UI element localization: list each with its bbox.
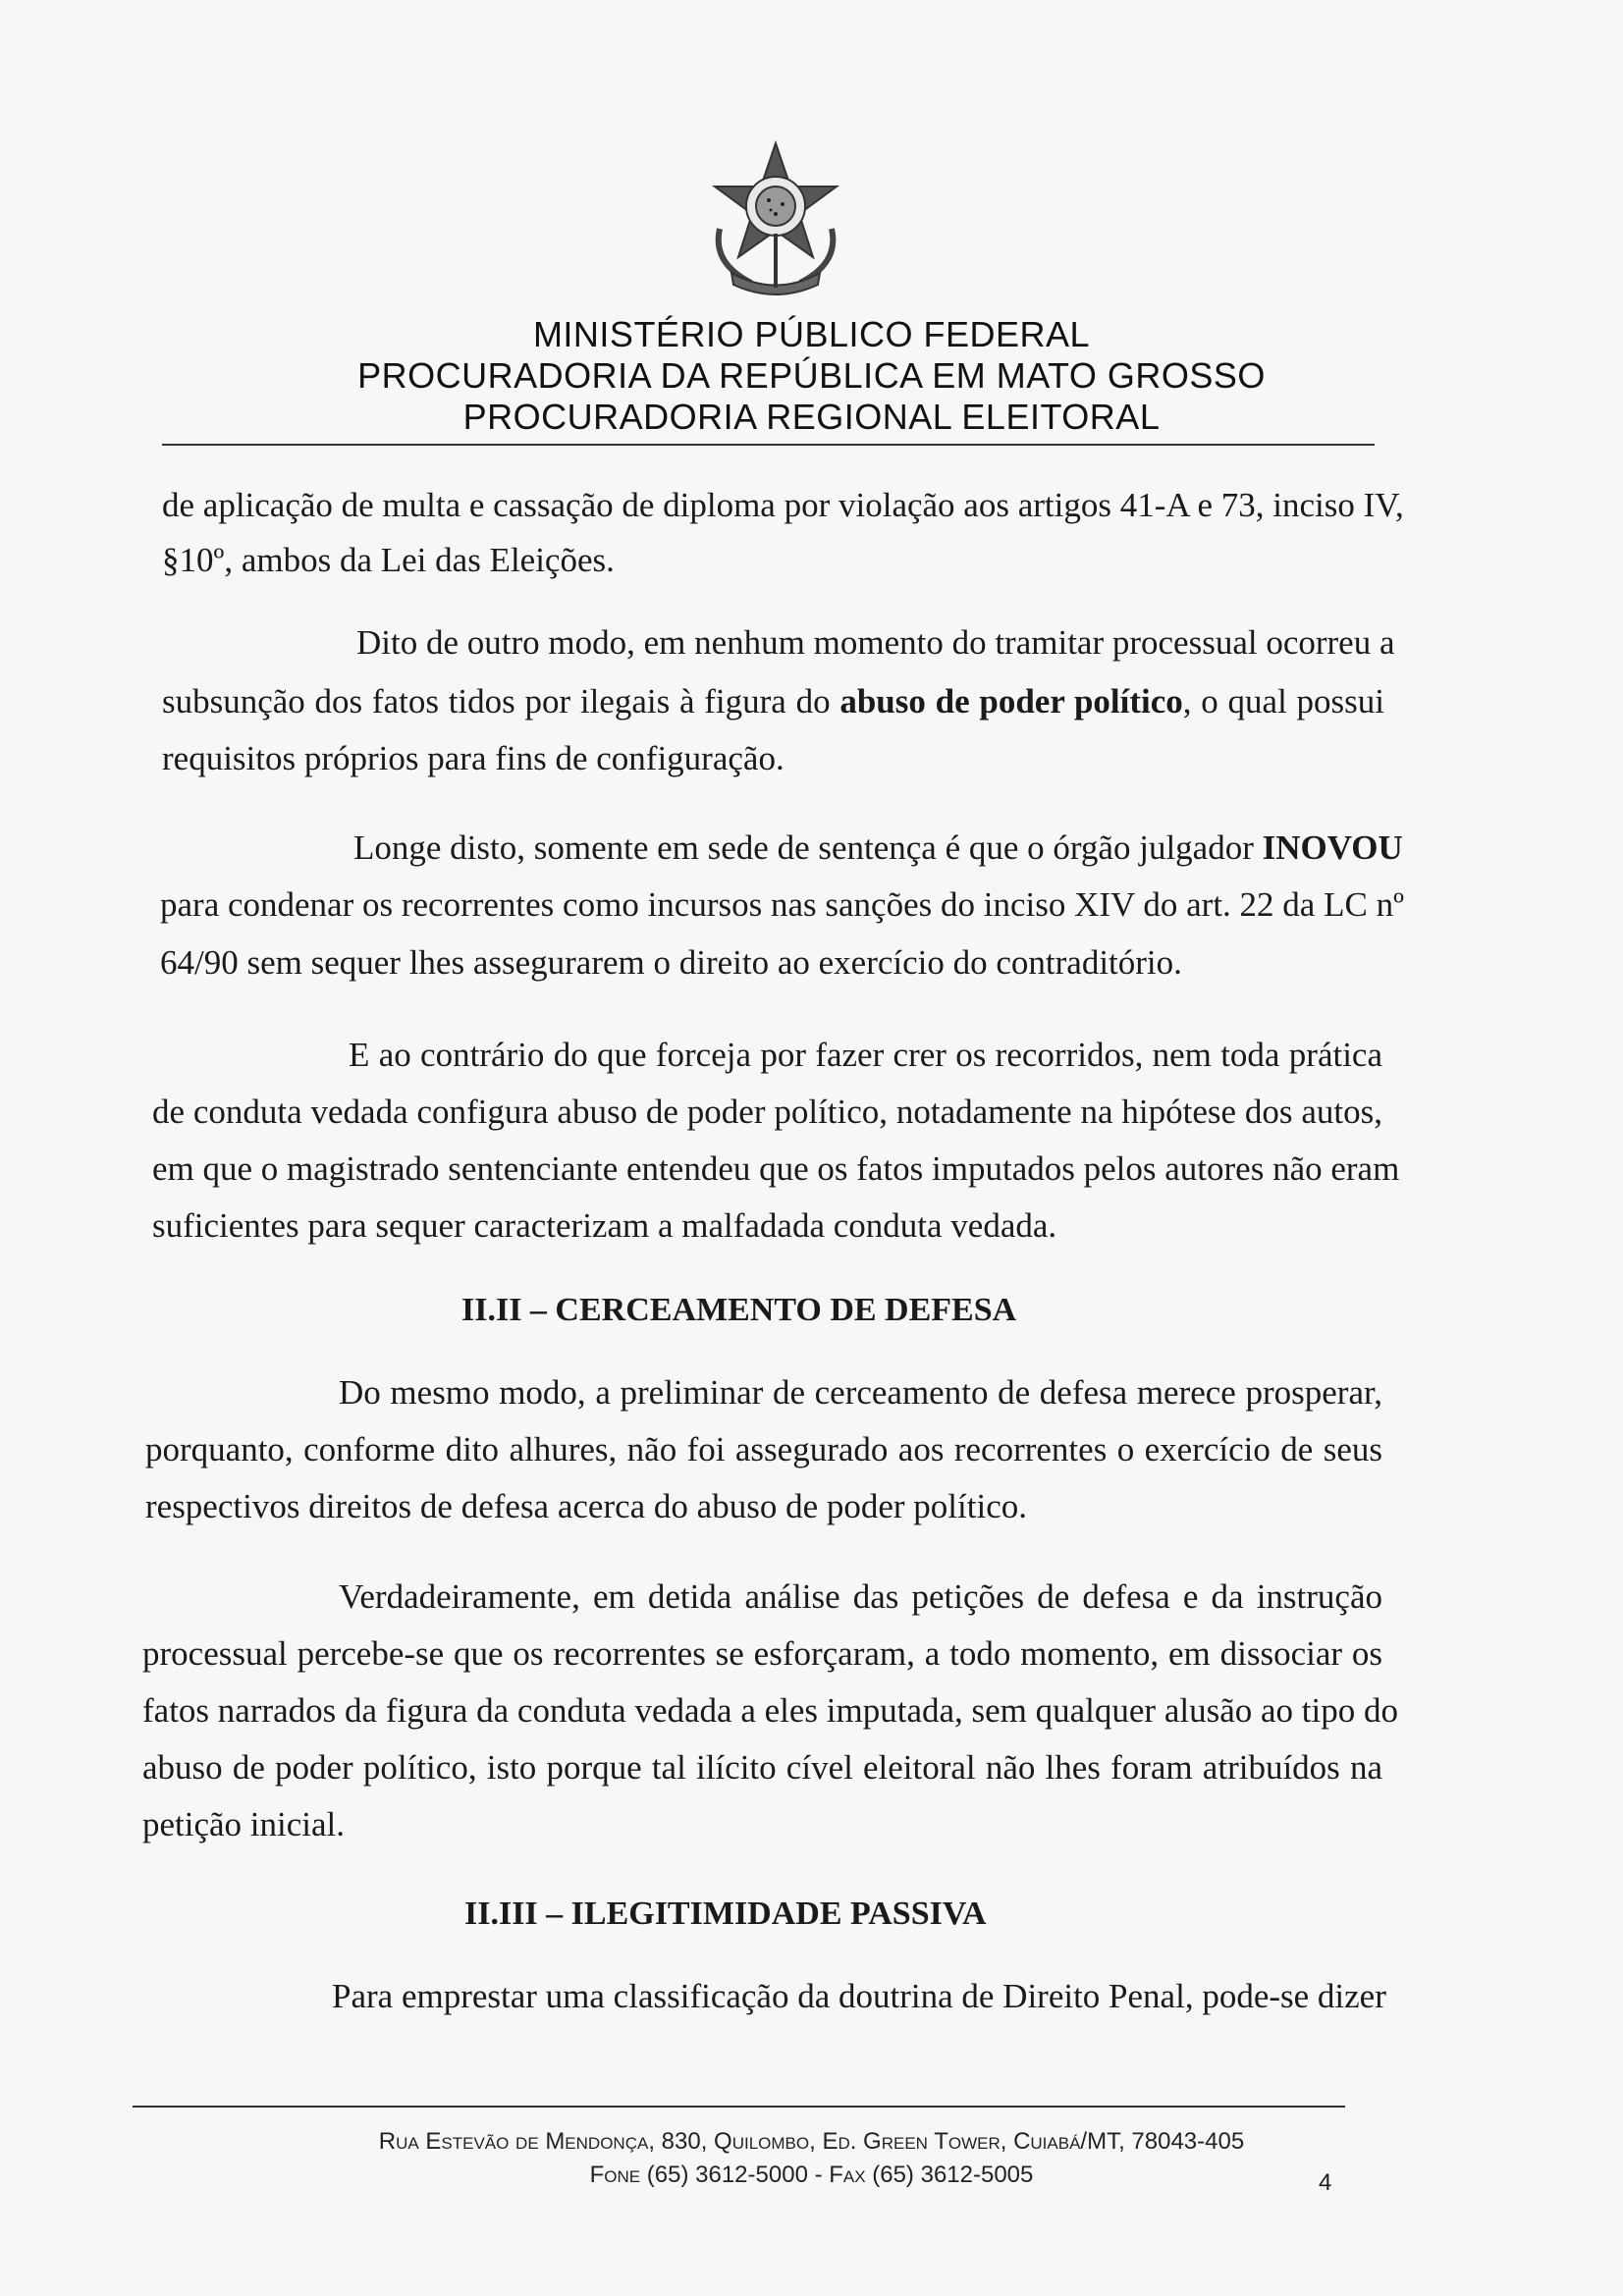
body-line: de conduta vedada configura abuso de poder político, notadamente na hipótese dos autos,: [152, 1093, 1382, 1131]
body-line: Do mesmo modo, a preliminar de cerceamento de defesa merece prosperar,: [339, 1373, 1382, 1412]
body-line: em que o magistrado sentenciante entendeu que os fatos imputados pelos autores não eram: [152, 1149, 1400, 1188]
body-line: requisitos próprios para fins de configuração.: [162, 739, 784, 777]
footer-address: Rua Estevão de Mendonça, 830, Quilombo, Ed. Green Tower, Cuiabá/MT, 78043-405: [378, 2128, 1245, 2155]
body-line: porquanto, conforme dito alhures, não foi assegurado aos recorrentes o exercício de seus: [145, 1430, 1382, 1468]
header-regional: PROCURADORIA REGIONAL ELEITORAL: [462, 397, 1161, 437]
footer-phone: Fone (65) 3612-5000 - Fax (65) 3612-5005: [589, 2162, 1034, 2188]
body-line: abuso de poder político, isto porque tal ilícito cível eleitoral não lhes foram atribuídos na: [142, 1748, 1382, 1787]
body-line: petição inicial.: [142, 1805, 346, 1843]
text-run: subsunção dos fatos tidos por ilegais à figura do: [162, 682, 840, 721]
body-line: E ao contrário do que forceja por fazer crer os recorridos, nem toda prática: [349, 1036, 1382, 1074]
header-procuradoria: PROCURADORIA DA REPÚBLICA EM MATO GROSSO: [357, 355, 1266, 396]
body-line: suficientes para sequer caracterizam a malfadada conduta vedada.: [152, 1206, 1057, 1245]
body-line: fatos narrados da figura da conduta vedada a eles imputada, sem qualquer alusão ao tipo do: [142, 1691, 1398, 1730]
body-line: Verdadeiramente, em detida análise das petições de defesa e da instrução: [339, 1577, 1382, 1616]
body-line: de aplicação de multa e cassação de diploma por violação aos artigos 41-A e 73, inciso IV,: [162, 486, 1404, 524]
section-heading: II.III – ILEGITIMIDADE PASSIVA: [464, 1896, 987, 1932]
emphasis-text: INOVOU: [1262, 828, 1403, 867]
body-line: respectivos direitos de defesa acerca do abuso de poder político.: [145, 1487, 1027, 1525]
body-line: 64/90 sem sequer lhes assegurarem o direito ao exercício do contraditório.: [160, 943, 1182, 982]
body-line: processual percebe-se que os recorrentes se esforçaram, a todo momento, em dissociar os: [142, 1634, 1382, 1673]
body-line: Para emprestar uma classificação da doutrina de Direito Penal, pode-se dizer: [332, 1977, 1386, 2015]
body-line: para condenar os recorrentes como incursos nas sanções do inciso XIV do art. 22 da LC nº: [160, 885, 1404, 924]
body-line: §10º, ambos da Lei das Eleições.: [162, 541, 615, 579]
header-ministry: MINISTÉRIO PÚBLICO FEDERAL: [532, 314, 1091, 354]
coat-of-arms-icon: [692, 135, 859, 302]
section-heading: II.II – CERCEAMENTO DE DEFESA: [461, 1292, 1017, 1328]
header-divider: [162, 444, 1375, 446]
body-line: Dito de outro modo, em nenhum momento do tramitar processual ocorreu a: [356, 623, 1395, 662]
footer-divider: [133, 2106, 1345, 2108]
page-number: 4: [1319, 2169, 1332, 2196]
body-line: [353, 828, 1403, 867]
emphasis-text: abuso de poder político: [839, 682, 1183, 721]
text-run: Longe disto, somente em sede de sentença é que o órgão julgador: [353, 828, 1263, 867]
body-line: [162, 684, 1384, 719]
text-run: , o qual possui: [1182, 682, 1384, 721]
